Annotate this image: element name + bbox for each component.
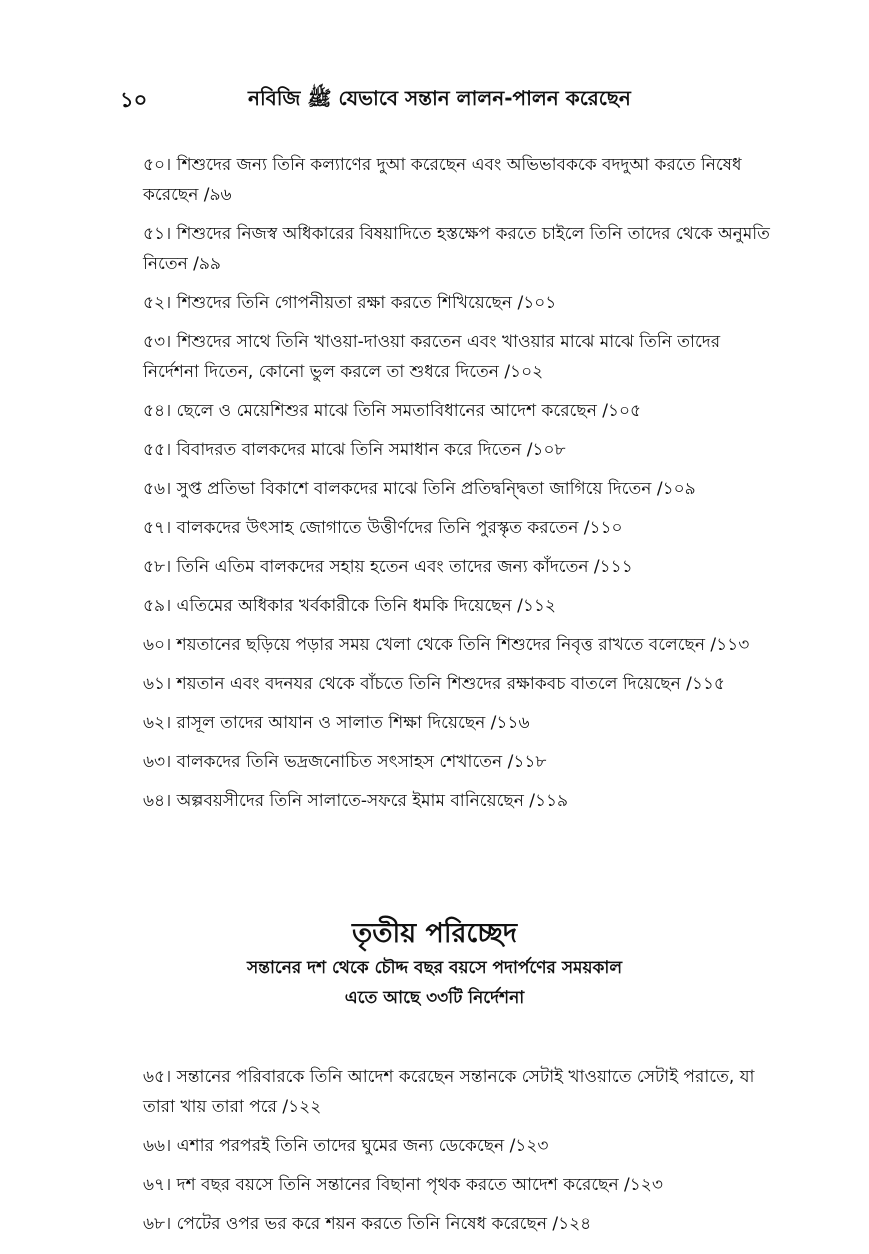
toc-item-number: ৫৪ ।	[143, 401, 177, 421]
toc-item	[143, 1062, 773, 1122]
toc-item-number: ৬৫ ।	[143, 1067, 177, 1087]
toc-item	[143, 513, 773, 543]
toc-item	[143, 327, 773, 387]
toc-item-text: পেটের ওপর ভর করে শয়ন করতে তিনি নিষেধ করেছেন /১২৪	[176, 1214, 592, 1234]
running-title: নবিজি ﷺ যেভাবে সন্তান লালন-পালন করেছেন	[248, 86, 631, 110]
toc-item-number: ৫৫ ।	[143, 440, 177, 460]
toc-item-number: ৬৩ ।	[143, 752, 177, 772]
toc-item-number: ৬৭ ।	[143, 1175, 177, 1195]
toc-item-text: বিবাদরত বালকদের মাঝে তিনি সমাধান করে দিতেন /১০৮	[176, 440, 566, 460]
toc-list	[143, 1062, 773, 1248]
page-header	[0, 84, 869, 120]
toc-item	[143, 708, 773, 738]
toc-item-text: শয়তান এবং বদনযর থেকে বাঁচতে তিনি শিশুদের রক্ষাকবচ বাতলে দিয়েছেন /১১৫	[176, 674, 725, 694]
toc-item-number: ৬২ ।	[143, 713, 177, 733]
toc-item-number: ৫৮ ।	[143, 557, 177, 577]
toc-item-number: ৬৬ ।	[143, 1136, 177, 1156]
toc-item	[143, 288, 773, 318]
toc-list	[143, 150, 773, 825]
toc-item-number: ৬১ ।	[143, 674, 177, 694]
toc-item-text: তিনি এতিম বালকদের সহায় হতেন এবং তাদের জন্য কাঁদতেন /১১১	[176, 557, 633, 577]
toc-item-number: ৫২ ।	[143, 293, 177, 313]
toc-item-text: শয়তানের ছড়িয়ে পড়ার সময় খেলা থেকে তিনি শিশুদের নিবৃত্ত রাখতে বলেছেন /১১৩	[176, 635, 750, 655]
toc-item	[143, 591, 773, 621]
toc-item-text: রাসূল তাদের আযান ও সালাত শিক্ষা দিয়েছেন /১১৬	[176, 713, 530, 733]
toc-item-number: ৫৭ ।	[143, 518, 177, 538]
toc-item	[143, 150, 773, 210]
toc-item-number: ৫০ ।	[143, 155, 177, 175]
toc-item	[143, 219, 773, 279]
toc-item	[143, 669, 773, 699]
toc-item-text: বালকদের উৎসাহ জোগাতে উত্তীর্ণদের তিনি পুরস্কৃত করতেন /১১০	[176, 518, 623, 538]
toc-item	[143, 552, 773, 582]
toc-item-text: ছেলে ও মেয়েশিশুর মাঝে তিনি সমতাবিধানের আদেশ করেছেন /১০৫	[176, 401, 642, 421]
chapter-heading	[0, 915, 869, 1013]
toc-item-number: ৫৬ ।	[143, 479, 177, 499]
toc-item-text: সুপ্ত প্রতিভা বিকাশে বালকদের মাঝে তিনি প্রতিদ্বন্দ্বিতা জাগিয়ে দিতেন /১০৯	[176, 479, 696, 499]
toc-item-text: শিশুদের তিনি গোপনীয়তা রক্ষা করতে শিখিয়েছেন /১০১	[176, 293, 557, 313]
toc-item	[143, 396, 773, 426]
toc-item	[143, 1131, 773, 1161]
toc-item-text: দশ বছর বয়সে তিনি সন্তানের বিছানা পৃথক করতে আদেশ করেছেন /১২৩	[176, 1175, 663, 1195]
chapter-note: এতে আছে ৩৩টি নির্দেশনা	[344, 988, 525, 1008]
toc-item-text: বালকদের তিনি ভদ্রজনোচিত সৎসাহস শেখাতেন /১১৮	[176, 752, 547, 772]
toc-item-text: সন্তানের পরিবারকে তিনি আদেশ করেছেন সন্তানকে সেটাই খাওয়াতে সেটাই পরাতে, যা তারা খায় তারা পরে /১২২	[143, 1067, 755, 1117]
chapter-title: তৃতীয় পরিচ্ছেদ	[351, 918, 518, 949]
toc-item	[143, 747, 773, 777]
toc-item-text: এতিমের অধিকার খর্বকারীকে তিনি ধমকি দিয়েছেন /১১২	[176, 596, 556, 616]
toc-item	[143, 474, 773, 504]
toc-item-number: ৬০ ।	[143, 635, 177, 655]
toc-item-text: শিশুদের জন্য তিনি কল্যাণের দুআ করেছেন এবং অভিভাবককে বদদুআ করতে নিষেধ করেছেন /৯৬	[143, 155, 742, 205]
toc-item-text: অল্পবয়সীদের তিনি সালাতে-সফরে ইমাম বানিয়েছেন /১১৯	[176, 791, 569, 811]
chapter-subtitle: সন্তানের দশ থেকে চৌদ্দ বছর বয়সে পদার্পণের সময়কাল	[247, 958, 622, 978]
toc-item	[143, 1209, 773, 1239]
toc-item	[143, 786, 773, 816]
toc-item-text: শিশুদের সাথে তিনি খাওয়া-দাওয়া করতেন এবং খাওয়ার মাঝে মাঝে তিনি তাদের নির্দেশনা দিতেন, কোনো ভুল করলে তা শুধরে দিতেন /১০২	[143, 332, 721, 382]
toc-item-number: ৫১ ।	[143, 224, 177, 244]
toc-item-number: ৬৮ ।	[143, 1214, 177, 1234]
toc-item-number: ৫৯ ।	[143, 596, 177, 616]
toc-item-number: ৬৪ ।	[143, 791, 177, 811]
page-number: ১০	[120, 88, 148, 112]
toc-item	[143, 1170, 773, 1200]
toc-item	[143, 435, 773, 465]
toc-item-text: শিশুদের নিজস্ব অধিকারের বিষয়াদিতে হস্তক্ষেপ করতে চাইলে তিনি তাদের থেকে অনুমতি নিতেন /৯৯	[143, 224, 770, 274]
toc-item	[143, 630, 773, 660]
toc-item-text: এশার পরপরই তিনি তাদের ঘুমের জন্য ডেকেছেন /১২৩	[176, 1136, 549, 1156]
toc-item-number: ৫৩ ।	[143, 332, 177, 352]
